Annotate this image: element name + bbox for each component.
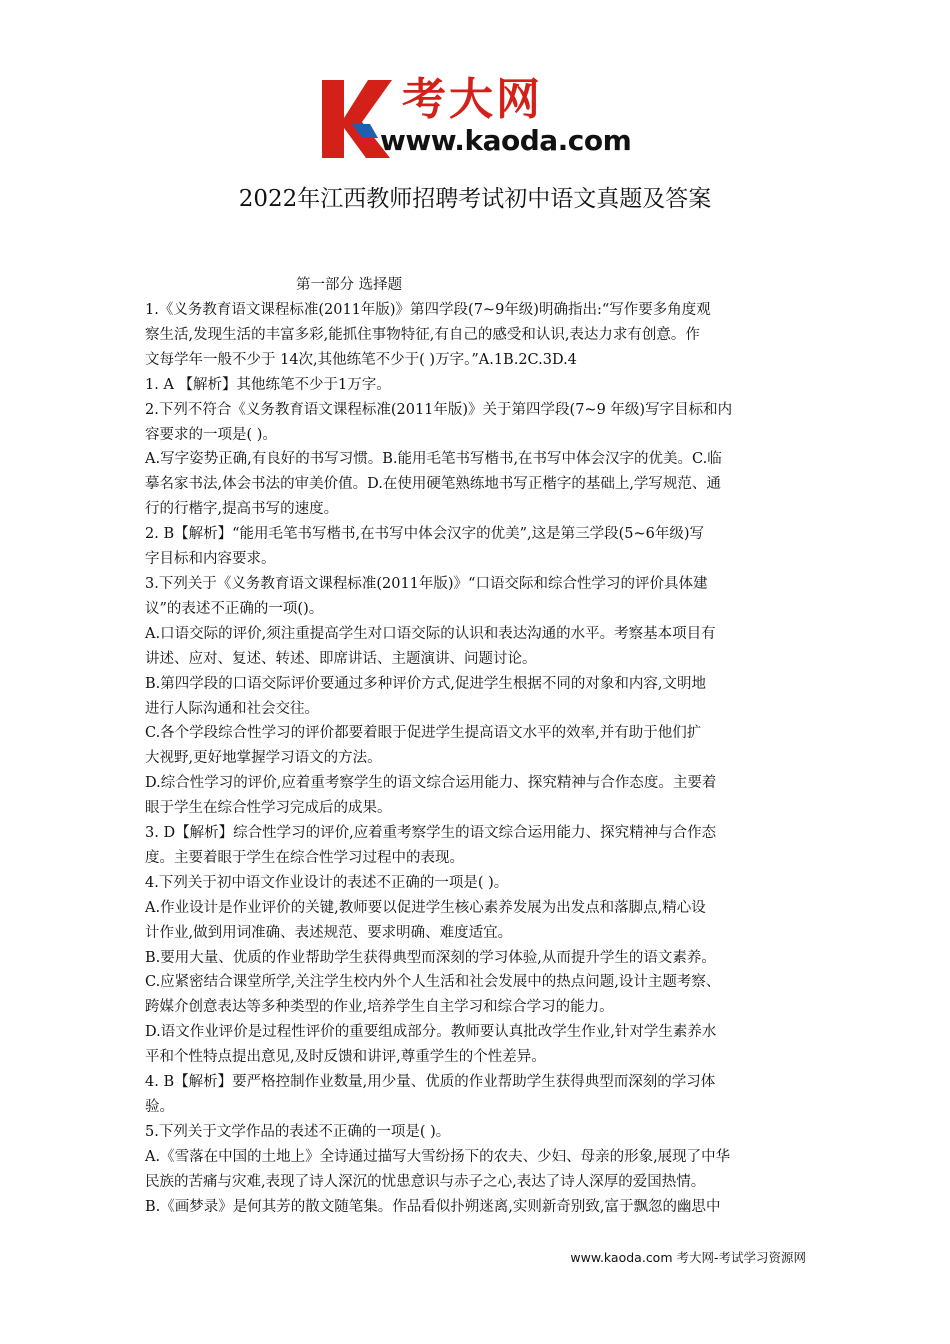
text-line: 察生活,发现生活的丰富多彩,能抓住事物特征,有自己的感受和认识,表达力求有创意。作 bbox=[145, 326, 700, 343]
text-line: 民族的苦痛与灾难,表现了诗人深沉的忧患意识与赤子之心,表达了诗人深厚的爱国热情。 bbox=[145, 1173, 706, 1190]
text-line: D.综合性学习的评价,应着重考察学生的语文综合运用能力、探究精神与合作态度。主要着 bbox=[145, 775, 717, 792]
text-line: 3. D【解析】综合性学习的评价,应着重考察学生的语文综合运用能力、探究精神与合作态 bbox=[145, 825, 717, 842]
text-line: 4.下列关于初中语文作业设计的表述不正确的一项是( )。 bbox=[145, 874, 509, 891]
page-footer: www.kaoda.com 考大网-考试学习资源网 bbox=[570, 1250, 806, 1265]
logo-url-text: www.kaoda.com bbox=[380, 124, 632, 157]
text-line: 验。 bbox=[145, 1099, 174, 1115]
text-line: A.口语交际的评价,须注重提高学生对口语交际的认识和表达沟通的水平。考察基本项目有 bbox=[145, 625, 716, 642]
text-line: 行的行楷字,提高书写的速度。 bbox=[145, 501, 339, 518]
text-line: 议”的表述不正确的一项()。 bbox=[145, 600, 324, 617]
text-line: 字目标和内容要求。 bbox=[145, 551, 276, 568]
text-line: 2. B【解析】“能用毛笔书写楷书,在书写中体会汉字的优美”,这是第三学段(5~6年级)写 bbox=[145, 526, 705, 543]
logo-brand-text: 考大网 bbox=[402, 74, 543, 125]
document-body bbox=[145, 298, 813, 1220]
text-line: 4. B【解析】要严格控制作业数量,用少量、优质的作业帮助学生获得典型而深刻的学习体 bbox=[145, 1074, 716, 1091]
text-line: 度。主要着眼于学生在综合性学习过程中的表现。 bbox=[145, 849, 464, 866]
kaoda-logo bbox=[318, 74, 638, 160]
text-line: 1.《义务教育语文课程标准(2011年版)》第四学段(7~9年级)明确指出:“写作要多角度观 bbox=[145, 302, 711, 318]
text-line: A.作业设计是作业评价的关键,教师要以促进学生核心素养发展为出发点和落脚点,精心设 bbox=[145, 899, 706, 916]
text-line: 3.下列关于《义务教育语文课程标准(2011年版)》“口语交际和综合性学习的评价具体建 bbox=[145, 575, 708, 592]
section-heading: 第一部分 选择题 bbox=[296, 277, 403, 293]
text-line: C.应紧密结合课堂所学,关注学生校内外个人生活和社会发展中的热点问题,设计主题考察、 bbox=[145, 974, 721, 991]
text-line: 眼于学生在综合性学习完成后的成果。 bbox=[145, 800, 392, 817]
text-line: B.第四学段的口语交际评价要通过多种评价方式,促进学生根据不同的对象和内容,文明地 bbox=[145, 675, 706, 692]
text-line: A.《雪落在中国的土地上》全诗通过描写大雪纷扬下的农夫、少妇、母亲的形象,展现了中华 bbox=[145, 1148, 731, 1165]
text-line: 文每学年一般不少于 14次,其他练笔不少于( )万字。”A.1B.2C.3D.4 bbox=[145, 351, 577, 368]
text-line: 大视野,更好地掌握学习语文的方法。 bbox=[145, 750, 382, 767]
text-line: 摹名家书法,体会书法的审美价值。D.在使用硬笔熟练地书写正楷字的基础上,学写规范、通 bbox=[145, 476, 721, 493]
text-line: 平和个性特点提出意见,及时反馈和讲评,尊重学生的个性差异。 bbox=[145, 1049, 546, 1066]
text-line: 1. A 【解析】其他练笔不少于1万字。 bbox=[145, 376, 391, 393]
text-line: D.语文作业评价是过程性评价的重要组成部分。教师要认真批改学生作业,针对学生素养水 bbox=[145, 1024, 717, 1041]
text-line: B.要用大量、优质的作业帮助学生获得典型而深刻的学习体验,从而提升学生的语文素养。 bbox=[145, 949, 716, 966]
text-line: 2.下列不符合《义务教育语文课程标准(2011年版)》关于第四学段(7~9 年级)写字目标和内 bbox=[145, 401, 733, 418]
text-line: 进行人际沟通和社会交往。 bbox=[145, 700, 319, 717]
text-line: 跨媒介创意表达等多种类型的作业,培养学生自主学习和综合学习的能力。 bbox=[145, 999, 614, 1016]
document-title: 2022年江西教师招聘考试初中语文真题及答案 bbox=[238, 186, 712, 212]
text-line: 讲述、应对、复述、转述、即席讲话、主题演讲、问题讨论。 bbox=[145, 650, 537, 667]
text-line: 容要求的一项是( )。 bbox=[145, 426, 277, 443]
text-line: C.各个学段综合性学习的评价都要着眼于促进学生提高语文水平的效率,并有助于他们扩 bbox=[145, 725, 702, 742]
text-line: B.《画梦录》是何其芳的散文随笔集。作品看似扑朔迷离,实则新奇别致,富于飘忽的幽思中 bbox=[145, 1198, 721, 1215]
text-line: 计作业,做到用词准确、表述规范、要求明确、难度适宜。 bbox=[145, 924, 513, 941]
text-line: 5.下列关于文学作品的表述不正确的一项是( )。 bbox=[145, 1123, 451, 1140]
text-line: A.写字姿势正确,有良好的书写习惯。B.能用毛笔书写楷书,在书写中体会汉字的优美。C.临 bbox=[145, 451, 722, 468]
